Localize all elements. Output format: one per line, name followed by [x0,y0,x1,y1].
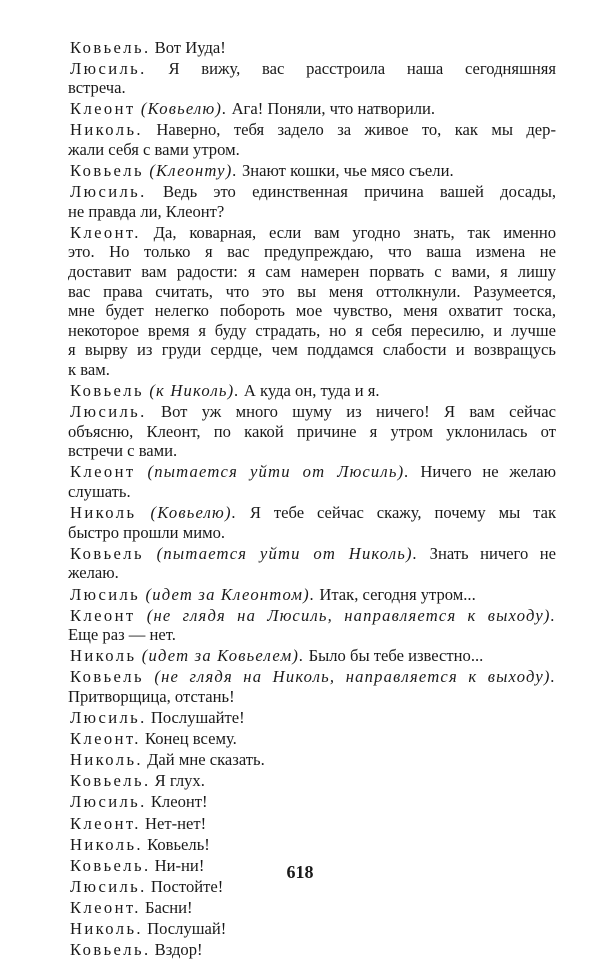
speech-continuation-line: Притворщица, отстань! [68,687,235,706]
stage-direction: (идет за Ковьелем). [136,646,305,666]
speaker-name: Клеонт. [70,729,141,749]
speaker-name: Клеонт. [70,897,141,917]
speech-paragraph [70,223,556,380]
speaker-name: Ковьель [70,543,144,563]
speech-paragraph [70,771,556,791]
speech-text: Я тебе сейчас скажу, почему мы так [237,503,557,523]
speech-continuation-line: быстро прошли мимо. [68,522,226,542]
speech-first-line [70,646,556,666]
speech-text: Знать ничего не [418,543,556,563]
speech-text: Постойте! [146,876,224,896]
stage-direction: (пытается уйти от Николь). [143,543,419,563]
speaker-name: Люсиль. [70,792,147,812]
speech-paragraph [70,462,556,501]
speech-paragraph [70,503,556,542]
speech-first-line [70,38,556,58]
speech-first-line [70,59,556,79]
speech-text: Знают кошки, чье мясо съели. [237,161,454,181]
speaker-name: Ковьель. [70,940,151,960]
stage-direction: (к Николь). [143,381,240,401]
speech-text: Нет-нет! [140,813,207,833]
speaker-name: Ковьель [70,161,144,181]
speaker-name: Николь [70,503,137,523]
speech-first-line [70,381,556,401]
speaker-name: Люсиль. [70,58,147,78]
speech-text: Ни-ни! [150,855,205,875]
speech-first-line [70,120,556,140]
speech-first-line [70,729,556,749]
speech-continuation-line: это. Но только я вас предупреждаю, что ваша измена не [68,242,556,262]
speech-paragraph [70,835,556,855]
speaker-name: Ковьель. [70,771,151,791]
speech-text: Послушайте! [146,708,245,728]
speech-first-line [70,585,556,605]
speech-text: Ничего не желаю [409,462,557,482]
speech-continuation-line: некоторое время я буду страдать, но я себя пересилю, и лучше [68,320,556,340]
speech-text: Да, коварная, если вам угодно знать, так именно [140,222,556,242]
speech-first-line [70,814,556,834]
speaker-name: Клеонт. [70,222,141,242]
speech-first-line [70,708,556,728]
speech-text: Конец всему. [140,729,237,749]
speech-paragraph [70,750,556,770]
play-text [70,36,556,960]
speech-paragraph [70,708,556,728]
speech-paragraph [70,38,556,58]
speech-first-line [70,835,556,855]
speech-text: Ведь это единственная причина вашей досады, [146,182,556,202]
speech-first-line [70,771,556,791]
stage-direction: (не глядя на Николь, направляется к выходу). [143,667,556,687]
speaker-name: Николь [70,646,137,666]
speech-first-line [70,792,556,812]
speech-text: Итак, сегодня утром... [315,584,476,604]
speech-first-line [70,223,556,243]
speech-paragraph [70,161,556,181]
speech-paragraph [70,99,556,119]
speech-first-line [70,182,556,202]
speech-continuation-line: Еще раз — нет. [68,625,176,645]
speaker-name: Люсиль. [70,876,147,896]
stage-direction: (не глядя на Люсиль, направляется к выходу). [135,605,556,625]
speech-text: Ага! Поняли, что натворили. [227,99,436,119]
speech-first-line [70,544,556,564]
speech-text: Вот Иуда! [150,37,226,57]
speech-paragraph [70,898,556,918]
speech-paragraph [70,585,556,605]
speech-first-line [70,402,556,422]
speaker-name: Люсиль [70,584,141,604]
speech-text: Было бы тебе известно... [304,646,484,666]
speaker-name: Люсиль. [70,708,147,728]
speech-continuation-line: объясню, Клеонт, по какой причине я утром уклонилась от [68,421,556,441]
speech-paragraph [70,182,556,221]
speech-text: Ковьель! [142,834,210,854]
speaker-name: Клеонт. [70,813,141,833]
speech-paragraph [70,544,556,583]
speech-paragraph [70,729,556,749]
speech-text: Клеонт! [146,792,208,812]
speech-paragraph [70,792,556,812]
speaker-name: Николь. [70,120,143,140]
speech-paragraph [70,919,556,939]
speech-text: Я вижу, вас расстроила наша сегодняшняя [146,58,556,78]
speaker-name: Ковьель. [70,855,151,875]
speaker-name: Николь. [70,919,143,939]
speech-first-line [70,161,556,181]
speech-first-line [70,462,556,482]
speaker-name: Люсиль. [70,182,147,202]
speaker-name: Клеонт [70,99,136,119]
speech-continuation-line: к вам. [68,360,110,379]
speech-first-line [70,667,556,687]
speech-text: А куда он, туда и я. [239,381,380,401]
speech-paragraph [70,381,556,401]
speaker-name: Николь. [70,750,143,770]
speech-paragraph [70,402,556,461]
speech-first-line [70,99,556,119]
stage-direction: (идет за Клеонтом). [140,584,316,604]
speech-continuation-line: не правда ли, Клеонт? [68,201,225,221]
speech-continuation-line: встречи с вами. [68,441,178,461]
speech-first-line [70,503,556,523]
speaker-name: Николь. [70,834,143,854]
speech-text: Послушай! [142,919,227,939]
speech-continuation-line: встреча. [68,78,126,98]
speech-paragraph [70,646,556,666]
speech-first-line [70,940,556,960]
speech-paragraph [70,606,556,645]
speech-text: Басни! [140,897,193,917]
speaker-name: Ковьель [70,667,144,687]
speech-paragraph [70,120,556,159]
speech-first-line [70,898,556,918]
speech-text: Наверно, тебя задело за живое то, как мы дер- [142,120,556,140]
stage-direction: (пытается уйти от Люсиль). [135,462,410,482]
speech-paragraph [70,59,556,98]
speaker-name: Ковьель [70,381,144,401]
speaker-name: Клеонт [70,462,136,482]
speech-paragraph [70,667,556,706]
speech-continuation-line: жали себя с вами утром. [68,139,240,159]
speech-continuation-line: желаю. [68,563,119,583]
speech-first-line [70,750,556,770]
speech-text: Я глух. [150,771,205,791]
speech-paragraph [70,814,556,834]
speech-continuation-line: доставит вам радости: я сам намерен порвать с вами, я лишу [68,262,556,282]
speaker-name: Люсиль. [70,402,147,422]
speech-text: Вздор! [150,940,203,960]
speech-continuation-line: слушать. [68,482,131,502]
speech-paragraph [70,940,556,960]
page-number: 618 [286,862,314,882]
stage-direction: (Ковьелю). [136,503,238,523]
speaker-name: Клеонт [70,605,136,625]
speech-text: Дай мне сказать. [142,750,265,770]
speech-text: Вот уж много шуму из ничего! Я вам сейчас [146,402,556,422]
speech-first-line [70,919,556,939]
speech-first-line [70,606,556,626]
speaker-name: Ковьель. [70,37,151,57]
stage-direction: (Клеонту). [143,161,238,181]
speech-continuation-line: я вырву из груди сердце, чем поддамся слабости и возвращусь [68,340,556,360]
stage-direction: (Ковьелю). [135,99,228,119]
speech-continuation-line: мне будет нелегко побороть мое чувство, меня охватит тоска, [68,301,556,321]
speech-continuation-line: вас права считать, что это вы меня оттолкнули. Разумеется, [68,281,556,301]
